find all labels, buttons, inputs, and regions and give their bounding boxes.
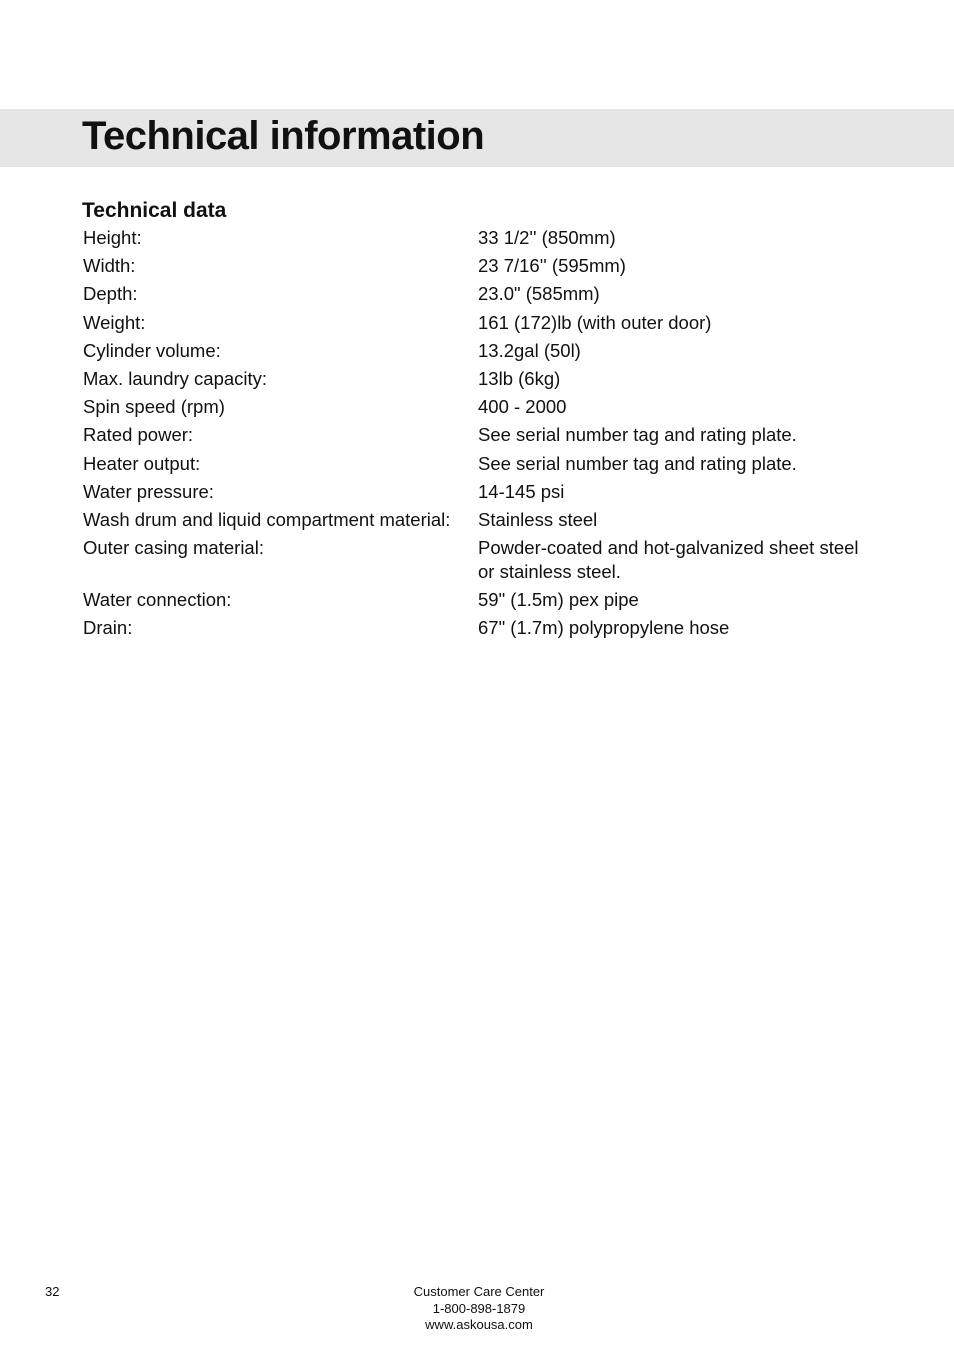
spec-label: Heater output: [83, 452, 201, 474]
page-number: 32 [45, 1284, 60, 1299]
spec-row-height [83, 226, 883, 254]
section-heading: Technical data [82, 199, 227, 222]
spec-label: Width: [83, 255, 136, 277]
spec-row-laundry-capacity [83, 367, 883, 395]
spec-row-width [83, 254, 883, 282]
spec-label: Water connection: [83, 589, 232, 611]
spec-label: Rated power: [83, 424, 194, 446]
spec-row-depth [83, 282, 883, 310]
spec-value: 67" (1.7m) polypropylene hose [478, 617, 730, 639]
spec-value: See serial number tag and rating plate. [478, 424, 797, 446]
spec-value: 13lb (6kg) [478, 367, 561, 389]
footer-website: www.askousa.com [425, 1317, 533, 1332]
spec-value: 161 (172)lb (with outer door) [478, 311, 712, 333]
spec-value: 400 - 2000 [478, 396, 567, 418]
spec-row-rated-power [83, 423, 883, 451]
spec-label: Max. laundry capacity: [83, 367, 268, 389]
spec-value: Stainless steel [478, 508, 598, 530]
spec-label: Wash drum and liquid compartment material: [83, 508, 451, 530]
spec-label: Weight: [83, 311, 146, 333]
spec-label: Cylinder volume: [83, 339, 221, 361]
spec-row-drum-material [83, 508, 883, 536]
spec-label: Water pressure: [83, 480, 214, 502]
spec-value: 13.2gal (50l) [478, 339, 581, 361]
spec-label: Drain: [83, 617, 133, 639]
spec-value: 33 1/2'' (850mm) [478, 227, 616, 248]
spec-row-drain [83, 616, 883, 644]
spec-table [83, 226, 883, 645]
spec-row-weight [83, 311, 883, 339]
spec-value: 23 7/16'' (595mm) [478, 255, 626, 277]
footer-contact [379, 1284, 579, 1334]
spec-value: 23.0" (585mm) [478, 283, 600, 305]
spec-row-water-pressure [83, 480, 883, 508]
spec-row-casing-material [83, 536, 883, 588]
spec-row-spin-speed [83, 395, 883, 423]
spec-value: 59" (1.5m) pex pipe [478, 589, 639, 611]
spec-row-cylinder-volume [83, 339, 883, 367]
spec-value: Powder-coated and hot-galvanized sheet steel or stainless steel. [478, 537, 859, 583]
spec-label: Outer casing material: [83, 537, 264, 559]
page-title: Technical information [82, 114, 485, 158]
spec-value: 14-145 psi [478, 480, 565, 502]
spec-row-heater-output [83, 452, 883, 480]
spec-label: Depth: [83, 283, 138, 305]
spec-label: Height: [83, 227, 142, 248]
spec-row-water-connection [83, 588, 883, 616]
spec-value: See serial number tag and rating plate. [478, 452, 797, 474]
footer-customer-care-label: Customer Care Center [413, 1284, 545, 1299]
footer-phone-number: 1-800-898-1879 [432, 1300, 526, 1316]
spec-label: Spin speed (rpm) [83, 396, 225, 418]
